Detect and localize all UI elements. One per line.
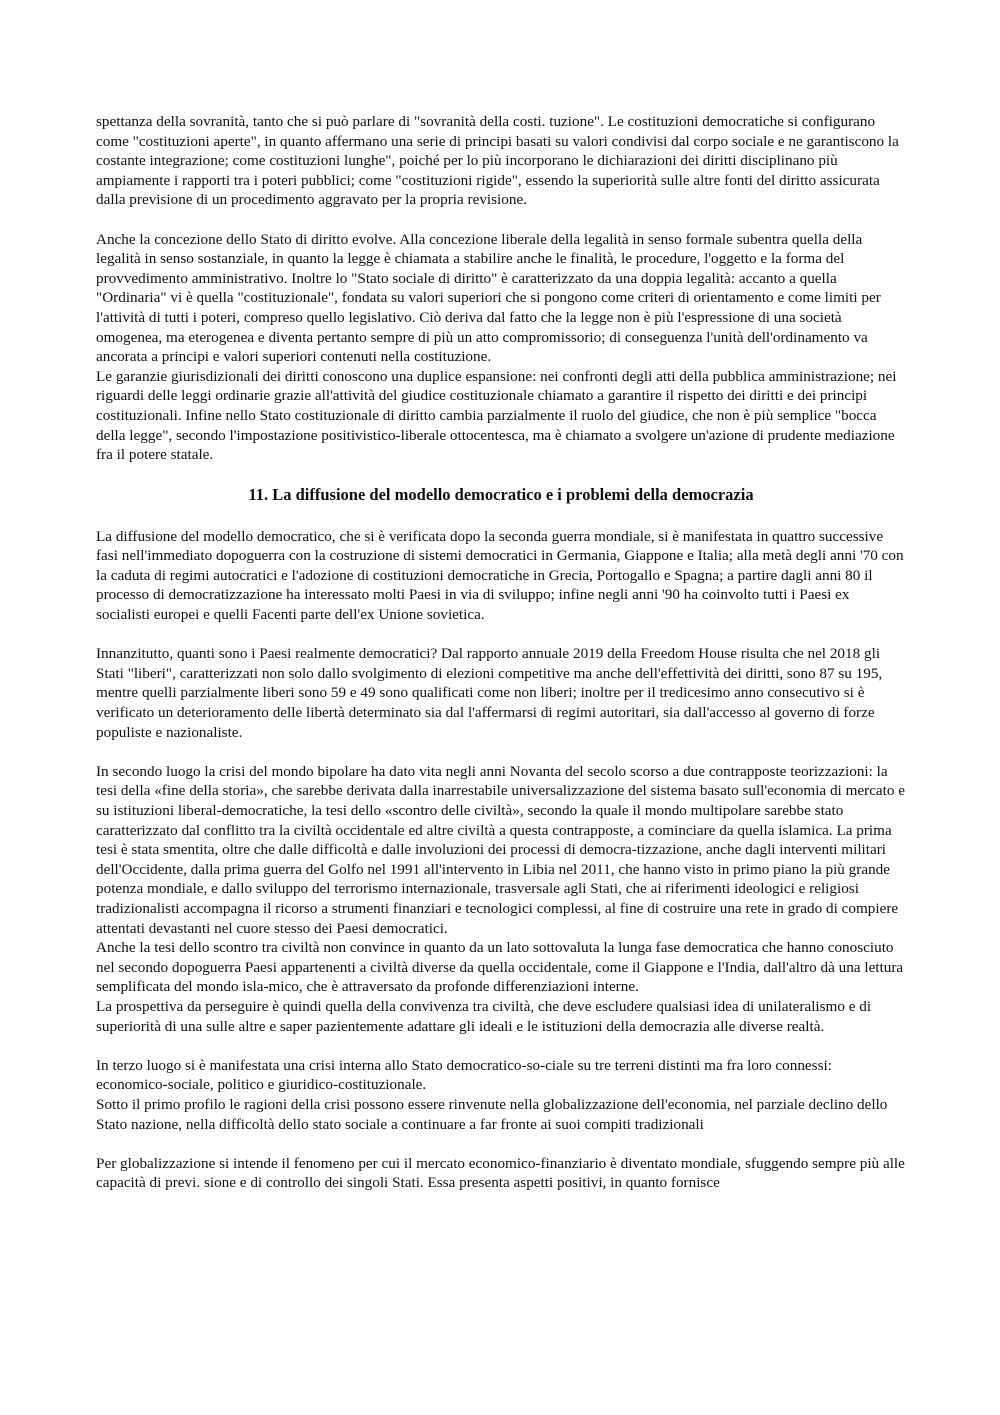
section-heading: 11. La diffusione del modello democratico e i problemi della democrazia (248, 484, 754, 504)
paragraph-sovereignty: spettanza della sovranità, tanto che si può parlare di "sovranità della costi. tuzione". Le costituzioni democratiche si configurano come "costituzioni aperte", in quanto affermano una serie di principi basati su valori condivisi dal corpo sociale e ne garantiscono la costante integrazione; come costituzioni lunghe", poiché per lo più incorporano le dichiarazioni dei diritti disciplinano più ampiamente i rapporti tra i poteri pubblici; come "costituzioni rigide", essendo la superiorità sulle altre fonti del diritto assicurata dalla previsione di un procedimento aggravato per la propria revisione. (96, 113, 899, 209)
paragraph-spacer (96, 1134, 906, 1154)
document-page (96, 112, 906, 1193)
paragraph-spacer (96, 742, 906, 762)
paragraph-spacer (96, 1036, 906, 1056)
paragraph-bipolar-crisis: In secondo luogo la crisi del mondo bipolare ha dato vita negli anni Novanta del secolo scorso a due contrapposte teorizzazioni: la tesi della «fine della storia», che sarebbe derivata dalla inarrestabile universalizzazione del sistema basato sull'economia di mercato e su istituzioni liberal-democratiche, la tesi dello «scontro delle civiltà», secondo la quale il mondo multipolare sarebbe stato caratterizzato dal conflitto tra la civiltà occidentale ed altre civiltà a questa contrapposte, a cominciare da quella islamica. La prima tesi è stata smentita, oltre che dalle difficoltà e dalle involuzioni dei processi di democra-tizzazione, anche dagli interventi militari dell'Occidente, dalla prima guerra del Golfo nel 1991 all'intervento in Libia nel 2011, che hanno visto in primo piano la più grande potenza mondiale, e dallo sviluppo del terrorismo internazionale, trasversale agli Stati, che ai riferimenti ideologici e religiosi tradizionalisti accompagna il ricorso a strumenti finanziari e tecnologici complessi, al fine di costruire una rete in grado di compiere attentati devastanti nel cuore stesso dei Paesi democratici. (96, 762, 906, 937)
section-spacer (96, 506, 906, 527)
paragraph-internal-crisis: In terzo luogo si è manifestata una crisi interna allo Stato democratico-so-ciale su tre terreni distinti ma fra loro connessi: economico-sociale, politico e giuridico-costituzionale. (96, 1056, 832, 1094)
paragraph-freedom-house: Innanzitutto, quanti sono i Paesi realmente democratici? Dal rapporto annuale 2019 della Freedom House risulta che nel 2018 gli Stati "liberi", caratterizzati non solo dallo svolgimento di elezioni competitive ma anche dell'effettività dei diritti, sono 87 su 195, mentre quelli parzialmente liberi sono 59 e 49 sono qualificati come non liberi; inoltre per il tredicesimo anno consecutivo si è verificato un deterioramento delle libertà determinato sia dal l'affermarsi di regimi autoritari, sia dall'accesso al governo di forze populiste e nazionaliste. (96, 645, 883, 741)
paragraph-rule-of-law: Anche la concezione dello Stato di diritto evolve. Alla concezione liberale della legalità in senso formale subentra quella della legalità in senso sostanziale, in quanto la legge è chiamata a stabilire anche le finalità, le procedure, l'oggetto e la forma del provvedimento amministrativo. Inoltre lo "Stato sociale di diritto" è caratterizzato da una doppia legalità: accanto a quella "Ordinaria" vi è quella "costituzionale", fondata su valori superiori che si pongono come criteri di orientamento e come limiti per l'attività di tutti i poteri, compreso quello legislativo. Ciò deriva dal fatto che la legge non è più l'espressione di una società omogenea, ma eterogenea e diventa pertanto sempre di più un atto compromissorio; di conseguenza l'unità dell'ordinamento va ancorata a principi e valori superiori contenuti nella costituzione. (96, 230, 881, 366)
paragraph-spacer (96, 625, 906, 645)
paragraph-clash-of-civilizations: Anche la tesi dello scontro tra civiltà non convince in quanto da un lato sottovaluta la lunga fase democratica che hanno conosciuto nel secondo dopoguerra Paesi appartenenti a civiltà diverse da quella occidentale, come il Giappone e l'India, dall'altro dà una lettura semplificata del mondo isla-mico, che è attraversato da profonde differenziazioni interne. (96, 939, 904, 996)
paragraph-spacer (96, 210, 906, 230)
paragraph-judicial-guarantees: Le garanzie giurisdizionali dei diritti conoscono una duplice espansione: nei confronti degli atti della pubblica amministrazione; nei riguardi delle leggi ordinarie grazie all'attività del giudice costituzionale chiamato a garantire il rispetto dei diritti e dei principi costituzionali. Infine nello Stato costituzionale di diritto cambia parzialmente il ruolo del giudice, che non è più semplice "bocca della legge", secondo l'impostazione positivistico-liberale ottocentesca, ma è chiamato a svolgere un'azione di prudente mediazione fra il potere statale. (96, 367, 897, 464)
paragraph-coexistence: La prospettiva da perseguire è quindi quella della convivenza tra civiltà, che deve escludere qualsiasi idea di unilateralismo e di superiorità di una sulle altre e saper pazientemente adattare gli ideali e le istituzioni della democrazia alle diverse realtà. (96, 997, 872, 1035)
section-spacer (96, 465, 906, 484)
paragraph-democratic-diffusion: La diffusione del modello democratico, che si è verificata dopo la seconda guerra mondiale, si è manifestata in quattro successive fasi nell'immediato dopoguerra con la costruzione di sistemi democratici in Germania, Giappone e Italia; alla metà degli anni '70 con la caduta di regimi autocratici e l'adozione di costituzioni democratiche in Grecia, Portogallo e Spagna; a partire dagli anni 80 il processo di democratizzazione ha interessato molti Paesi in via di sviluppo; infine negli anni '90 ha coinvolto tutti i Paesi ex socialisti europei e quelli Facenti parte dell'ex Unione sovietica. (96, 527, 904, 624)
paragraph-crisis-reasons: Sotto il primo profilo le ragioni della crisi possono essere rinvenute nella globalizzazione dell'economia, nel parziale declino dello Stato nazione, nella difficoltà dello stato sociale a continuare a far fronte ai suoi compiti tradizionali (96, 1095, 888, 1133)
paragraph-globalization: Per globalizzazione si intende il fenomeno per cui il mercato economico-finanziario è diventato mondiale, sfuggendo sempre più alle capacità di previ. sione e di controllo dei singoli Stati. Essa presenta aspetti positivi, in quanto fornisce (96, 1154, 905, 1192)
